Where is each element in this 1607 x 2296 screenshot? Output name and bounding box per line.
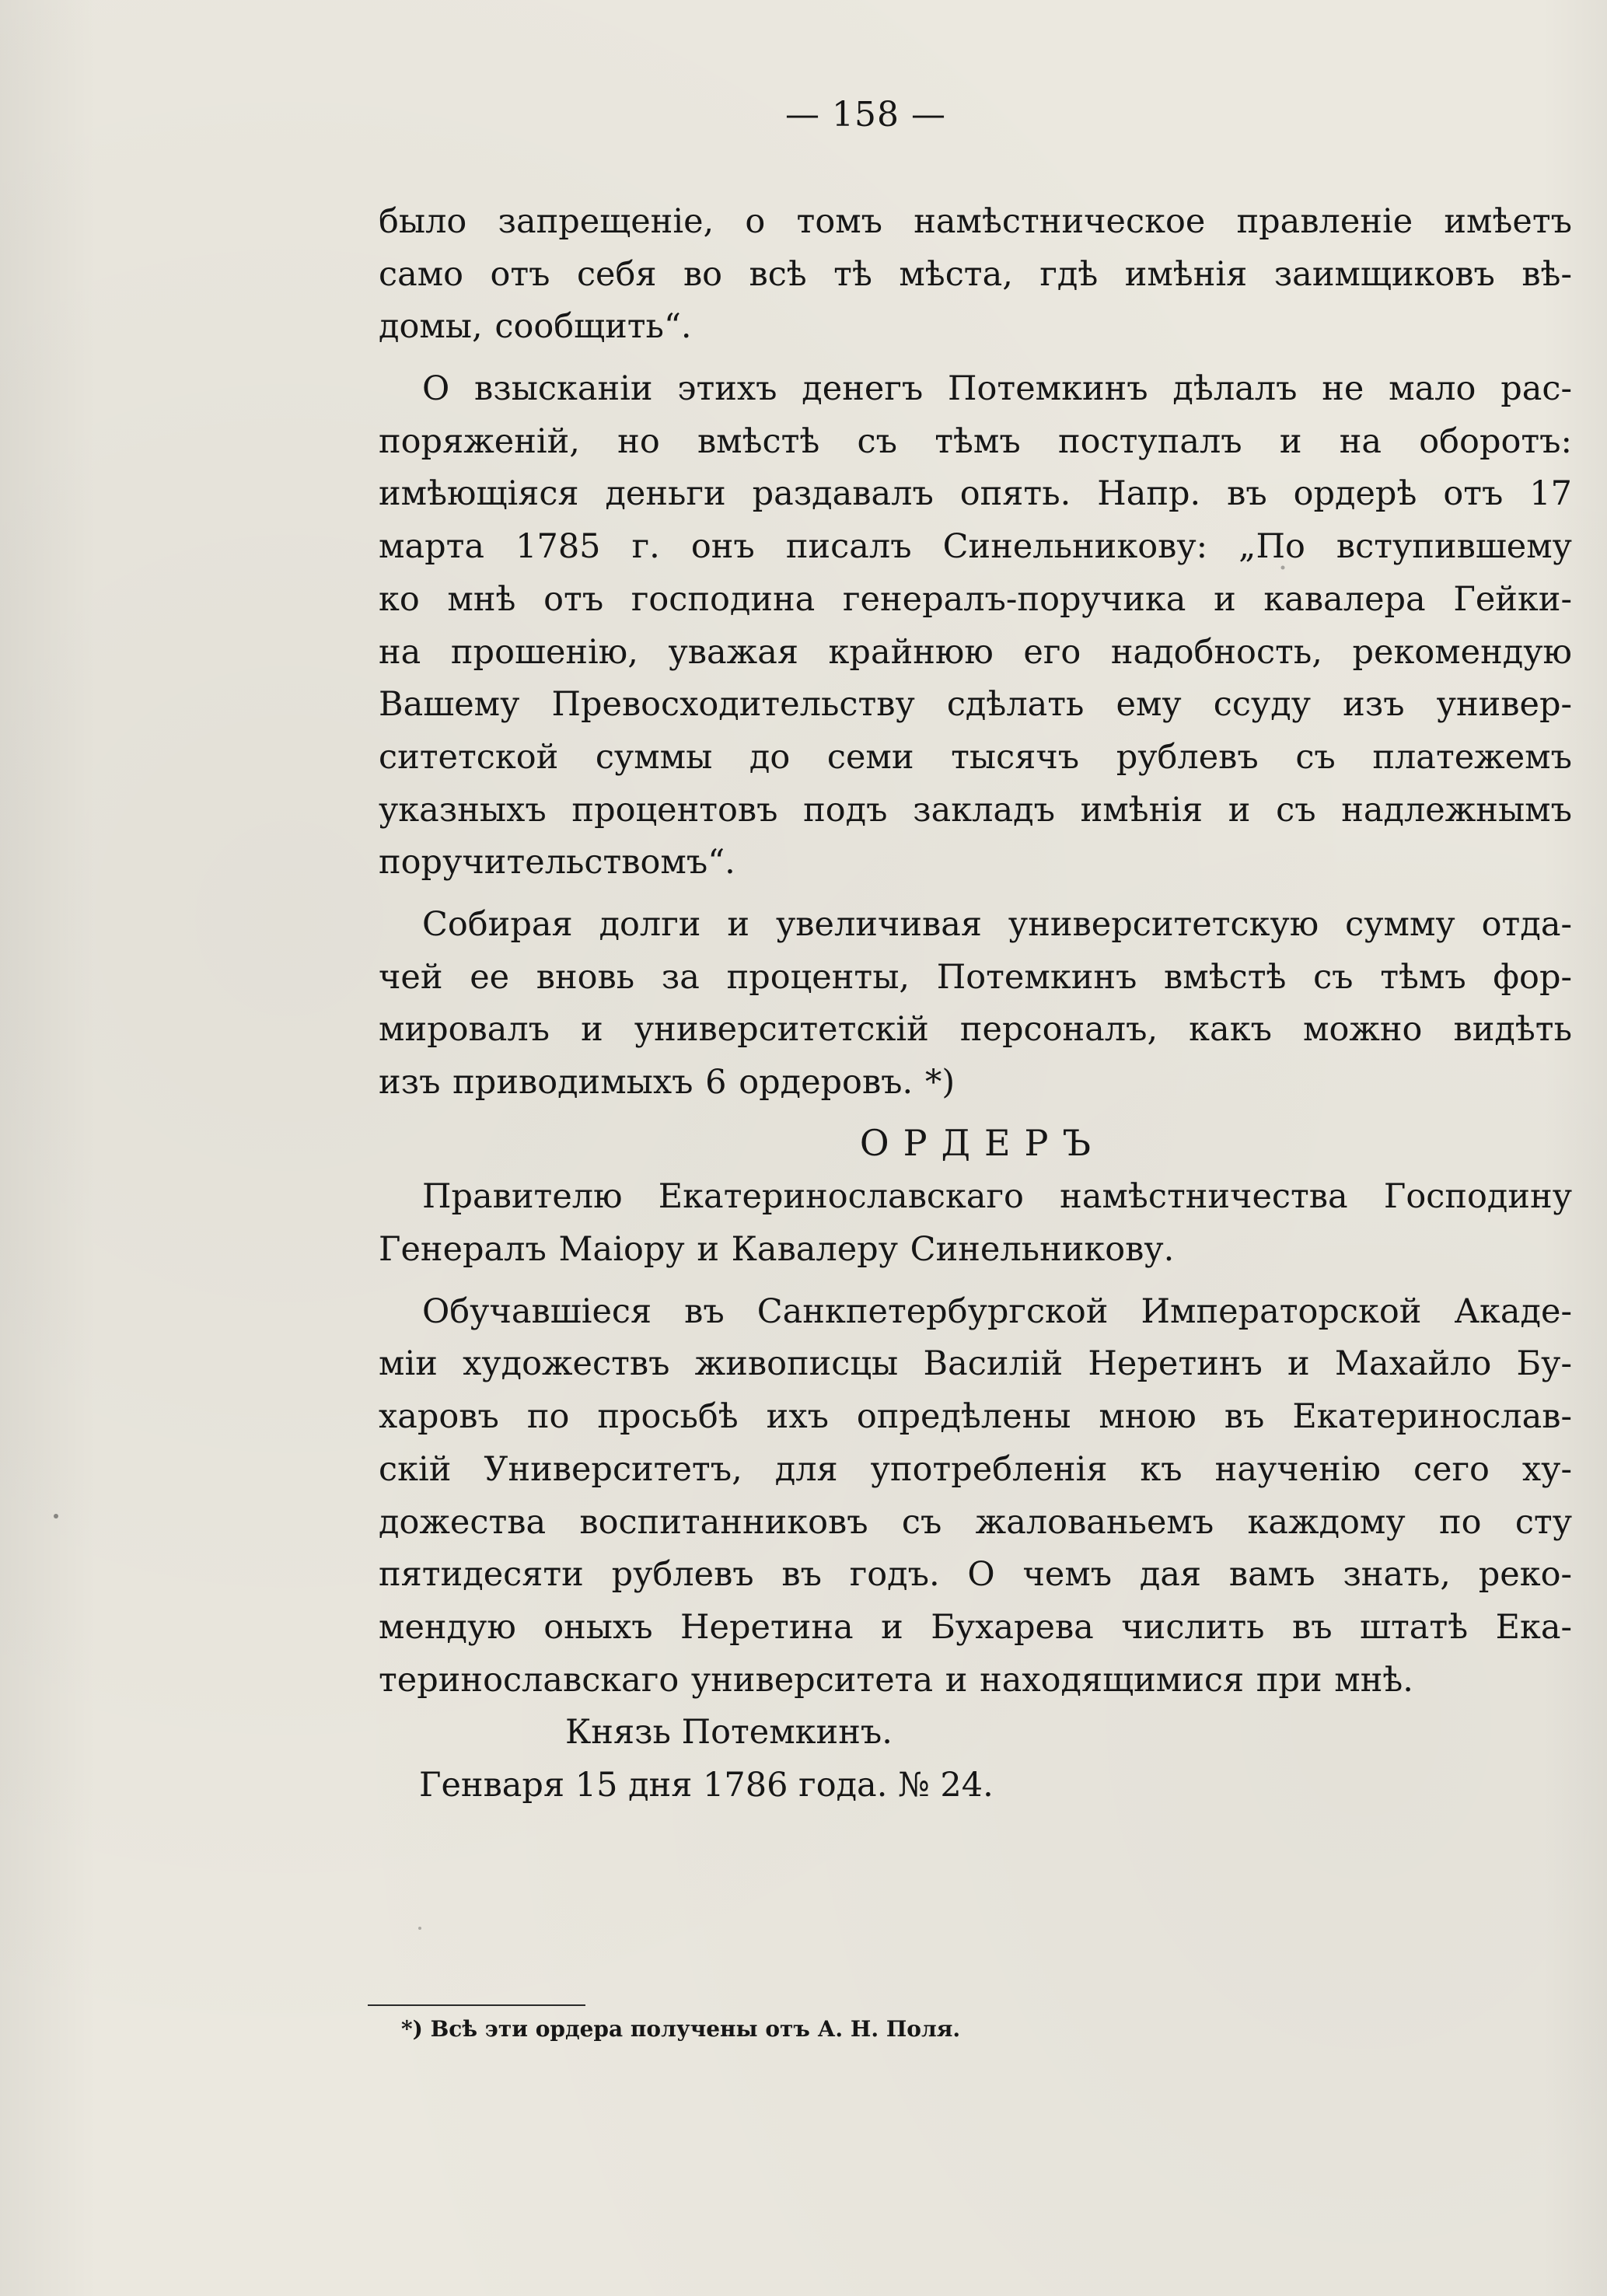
page-number: — 158 — <box>785 95 946 135</box>
text-line: ситетской суммы до семи тысячъ рублевъ съ платежемъ <box>379 737 1572 777</box>
order-body <box>379 1286 1572 1707</box>
text-line: изъ приводимыхъ 6 ордеровъ. *) <box>379 1063 955 1102</box>
text-line: марта 1785 г. онъ писалъ Синельникову: „По вступившему <box>379 527 1572 567</box>
text-line: дожества воспитанниковъ съ жалованьемъ каждому по сту <box>379 1502 1572 1542</box>
text-line: Обучавшіеся въ Санкпетербургской Императорской Акаде- <box>422 1291 1572 1331</box>
text-line: само отъ себя во всѣ тѣ мѣста, гдѣ имѣнія заимщиковъ вѣ- <box>379 254 1572 294</box>
text-line: указныхъ процентовъ подъ закладъ имѣнія и съ надлежнымъ <box>379 790 1572 830</box>
order-date: Генваря 15 дня 1786 года. № 24. <box>419 1765 994 1805</box>
text-line: домы, сообщить“. <box>379 307 692 347</box>
text-line: скій Университетъ, для употребленія къ наученію сего ху- <box>379 1449 1572 1489</box>
text-line: было запрещеніе, о томъ намѣстническое правленіе имѣетъ <box>379 202 1572 241</box>
text-line: мировалъ и университетскій персоналъ, какъ можно видѣть <box>379 1010 1572 1050</box>
text-line: имѣющіяся деньги раздавалъ опять. Напр. въ ордерѣ отъ 17 <box>379 474 1572 514</box>
main-text <box>379 196 1572 1812</box>
text-line: харовъ по просьбѣ ихъ опредѣлены мною въ Екатеринослав- <box>379 1397 1572 1437</box>
order-signature: Князь Потемкинъ. <box>565 1713 893 1753</box>
text-line: на прошенію, уважая крайнюю его надобность, рекомендую <box>379 632 1572 672</box>
footnote-divider <box>368 2004 585 2006</box>
text-line: Вашему Превосходительству сдѣлать ему ссуду изъ универ- <box>379 685 1572 725</box>
paragraph <box>379 899 1572 1110</box>
text-line: чей ее вновь за проценты, Потемкинъ вмѣстѣ съ тѣмъ фор- <box>379 957 1572 997</box>
order-address <box>379 1171 1572 1276</box>
text-line: міи художествъ живописцы Василій Неретинъ и Махайло Бу- <box>379 1344 1572 1384</box>
text-line: мендую оныхъ Неретина и Бухарева числить въ штатѣ Ека- <box>379 1607 1572 1647</box>
text-line: поряженій, но вмѣстѣ съ тѣмъ поступалъ и на оборотъ: <box>379 421 1572 461</box>
text-line: О взысканіи этихъ денегъ Потемкинъ дѣлалъ не мало рас- <box>422 369 1572 409</box>
text-line: поручительствомъ“. <box>379 843 735 882</box>
text-line: пятидесяти рублевъ въ годъ. О чемъ дая вамъ знать, реко- <box>379 1555 1572 1595</box>
text-line: ко мнѣ отъ господина генералъ-поручика и кавалера Гейки- <box>379 579 1572 619</box>
paragraph <box>379 196 1572 354</box>
text-line: Собирая долги и увеличивая университетскую сумму отда- <box>422 904 1572 944</box>
text-line: теринославскаго университета и находящимися при мнѣ. <box>379 1660 1413 1700</box>
order-heading: ОРДЕРЪ <box>859 1121 1106 1164</box>
footnote: *) Всѣ эти ордера получены отъ А. Н. Поля. <box>401 2016 961 2042</box>
text-line: Генералъ Маіору и Кавалеру Синельникову. <box>379 1230 1175 1270</box>
paragraph <box>379 363 1572 889</box>
text-line: Правителю Екатеринославскаго намѣстничества Господину <box>422 1177 1572 1217</box>
